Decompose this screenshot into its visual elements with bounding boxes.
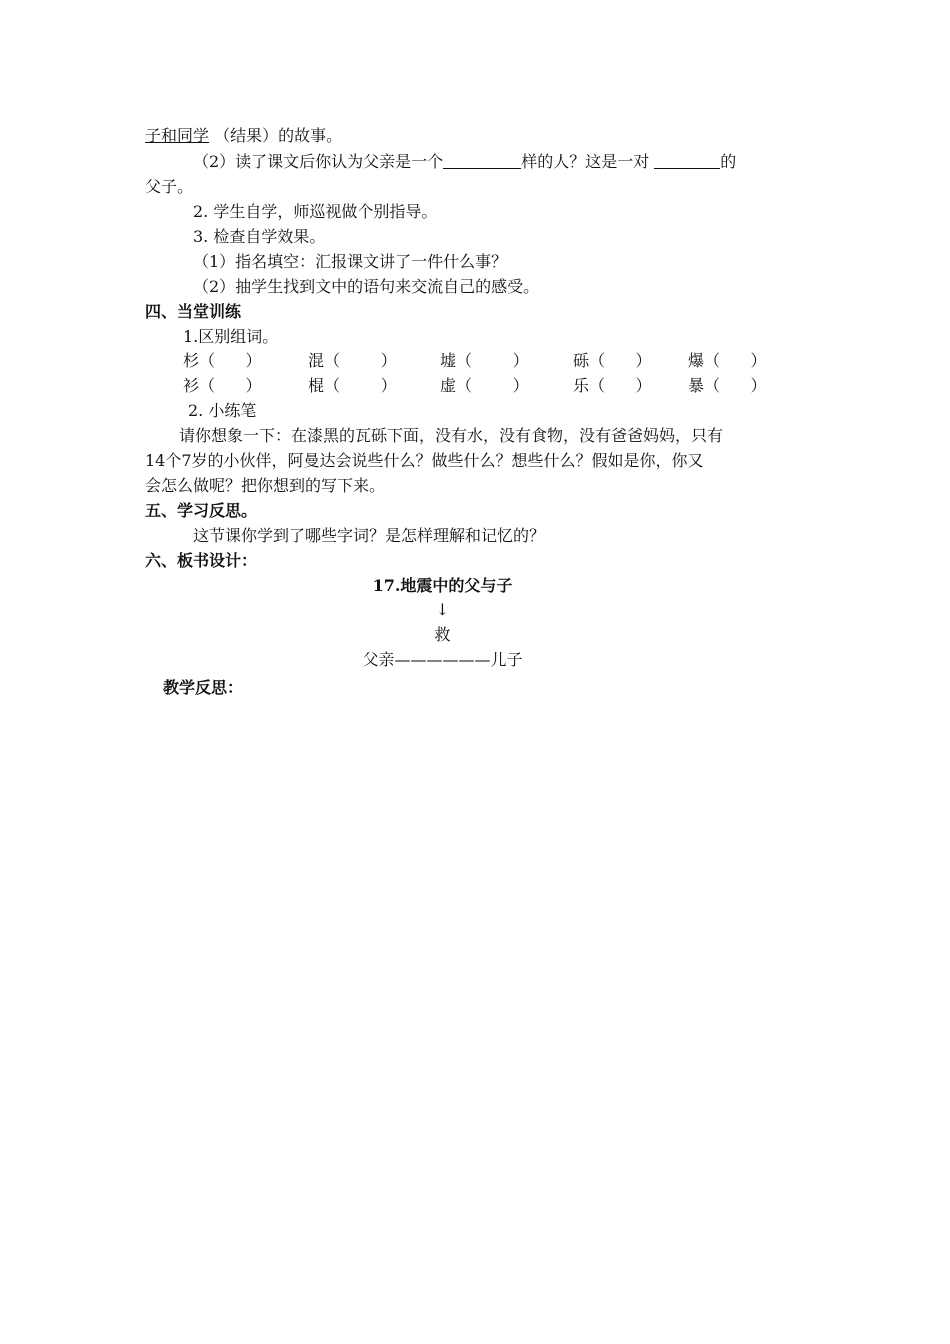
teaching-reflection-heading: 教学反思： [163,678,244,697]
underlined-phrase: 子和同学 [145,126,210,145]
exercise-1-row-2 [183,374,848,398]
word-cell[interactable]: 混（ ） [308,351,397,370]
board-title: 17.地震中的父与子 [372,576,513,595]
fill-blank-2[interactable] [654,152,720,169]
reflection-question: 这节课你学到了哪些字词？是怎样理解和记忆的？ [193,526,546,545]
exercise-1-title: 1.区别组词。 [183,327,279,346]
section-4-heading: 四、当堂训练 [145,302,242,321]
step-3: 3. 检查自学效果。 [193,227,326,246]
text-fragment: 样的人？这是一对 [521,152,655,171]
exercise-2-paragraph-line-2: 14个7岁的小伙伴，阿曼达会说些什么？做些什么？想些什么？假如是你，你又 [145,451,704,470]
word-cell[interactable]: 爆（ ） [688,351,767,370]
text-line-2 [193,150,858,174]
text-line-3: 父子。 [145,177,194,196]
text-line-1 [145,124,810,148]
word-cell[interactable]: 砾（ ） [573,351,652,370]
word-cell[interactable]: 墟（ ） [440,351,529,370]
word-cell[interactable]: 虚（ ） [440,376,529,395]
word-cell[interactable]: 杉（ ） [183,351,262,370]
board-verb: 救 [434,625,451,644]
text-fragment: （2）读了课文后你认为父亲是一个 [193,152,444,171]
section-5-heading: 五、学习反思。 [145,501,258,520]
board-relation: 父亲——————儿子 [362,650,523,669]
board-arrow: ↓ [435,600,450,619]
exercise-2-title: 2. 小练笔 [188,401,257,420]
step-2: 2. 学生自学，师巡视做个别指导。 [193,202,438,221]
section-6-heading: 六、板书设计： [145,551,258,570]
step-3-1: （1）指名填空：汇报课文讲了一件什么事？ [193,252,508,271]
exercise-2-paragraph-line-3: 会怎么做呢？把你想到的写下来。 [145,476,386,495]
word-cell[interactable]: 乐（ ） [573,376,652,395]
word-cell[interactable]: 衫（ ） [183,376,262,395]
word-cell[interactable]: 棍（ ） [308,376,397,395]
text-fragment: 的 [720,152,737,171]
fill-blank-1[interactable] [443,152,521,169]
word-cell[interactable]: 暴（ ） [688,376,767,395]
text-fragment: （结果）的故事。 [209,126,343,145]
step-3-2: （2）抽学生找到文中的语句来交流自己的感受。 [193,277,540,296]
exercise-2-paragraph-line-1: 请你想象一下：在漆黑的瓦砾下面，没有水，没有食物，没有爸爸妈妈，只有 [179,426,724,445]
exercise-1-row-1 [183,349,848,373]
